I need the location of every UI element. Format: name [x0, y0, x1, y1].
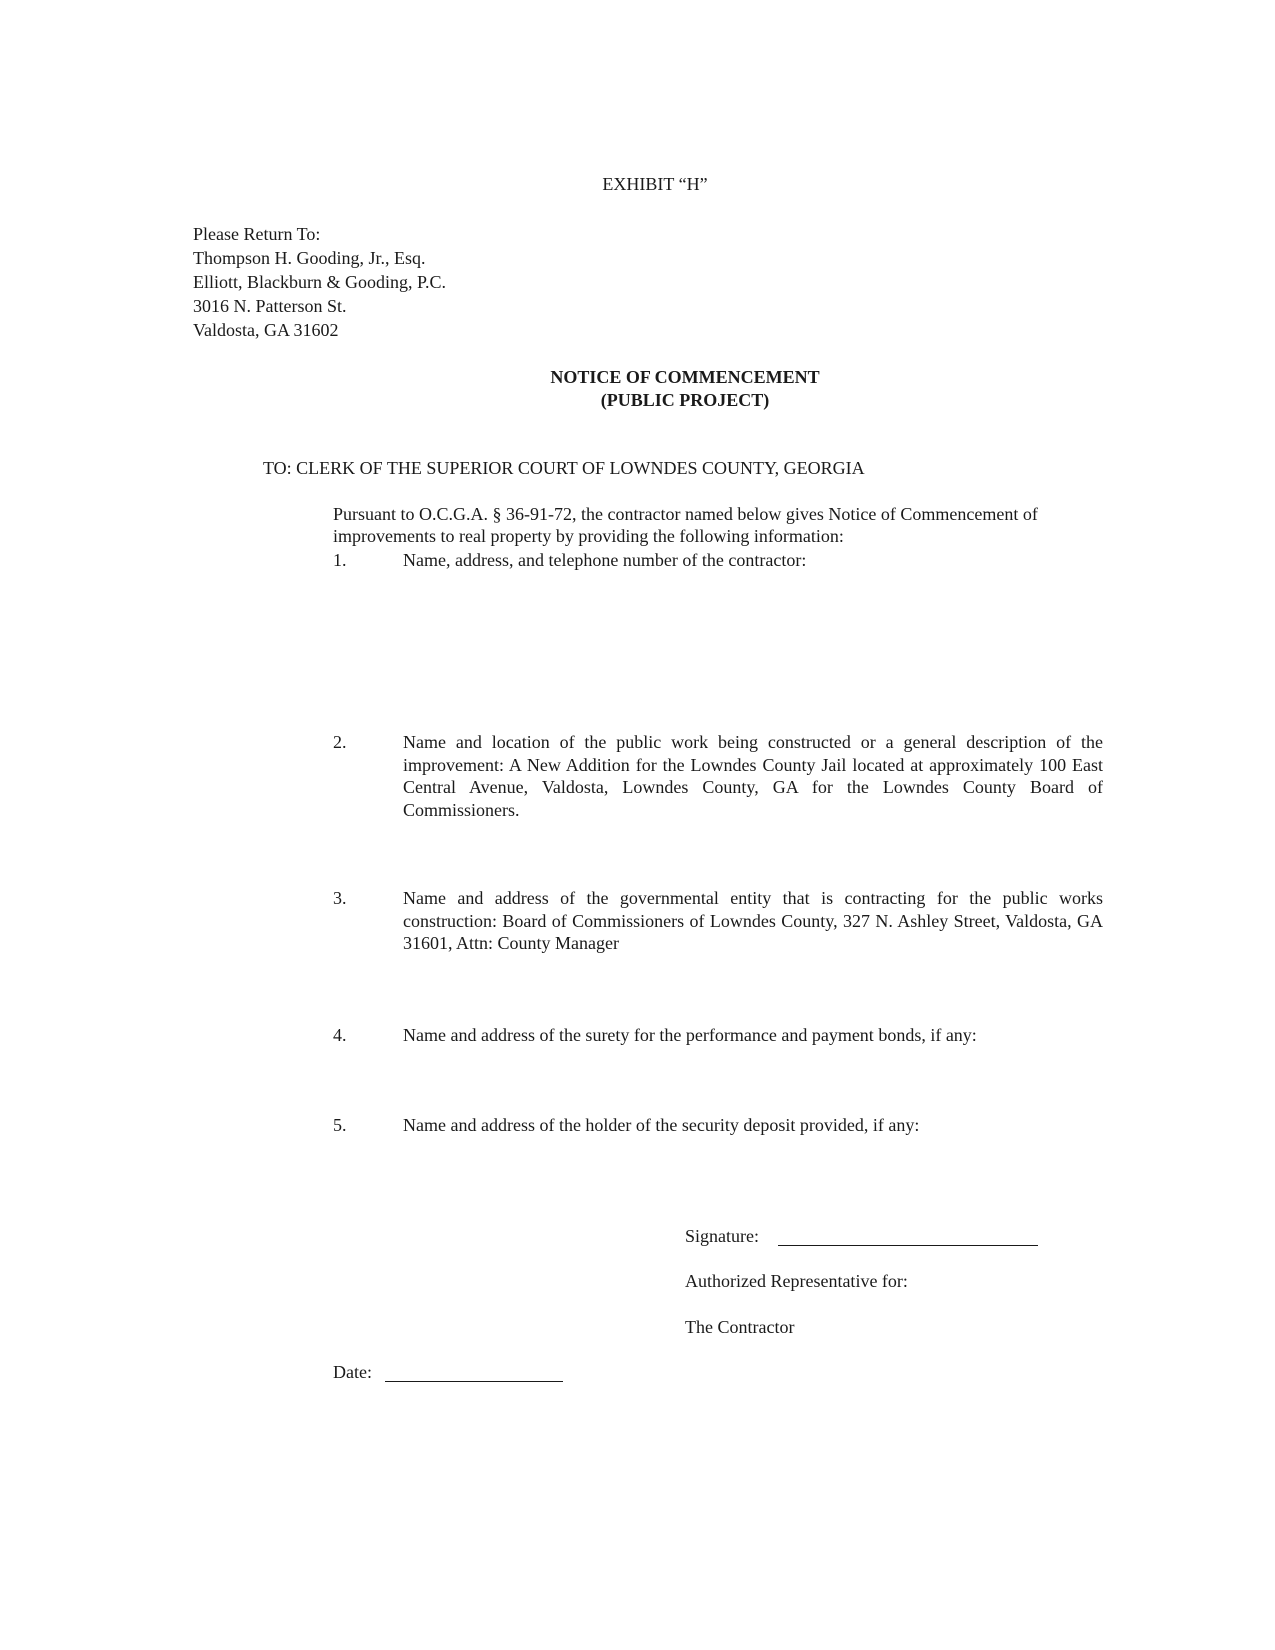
item-number: 5.	[333, 1115, 347, 1135]
contractor-label: The Contractor	[685, 1317, 795, 1337]
return-line: Thompson H. Gooding, Jr., Esq.	[193, 248, 426, 268]
item-text: Name and address of the holder of the security deposit provided, if any:	[403, 1115, 920, 1135]
return-to-label: Please Return To:	[193, 224, 321, 244]
item-number: 3.	[333, 888, 347, 908]
item-number: 4.	[333, 1025, 347, 1045]
item-text: Name and address of the governmental entity that is contracting for the public works construction: Board of Commissioners of Lowndes County, 327 N. Ashley Street, Valdosta, GA 31601, Attn: County Manager	[403, 888, 1103, 953]
item-text: Name and address of the surety for the performance and payment bonds, if any:	[403, 1025, 977, 1045]
item-text: Name, address, and telephone number of the contractor:	[403, 550, 807, 570]
return-line: Elliott, Blackburn & Gooding, P.C.	[193, 272, 447, 292]
list-item	[333, 887, 1103, 955]
list-item	[333, 731, 1103, 821]
intro-text: Pursuant to O.C.G.A. § 36-91-72, the contractor named below gives Notice of Commencement of improvements to real property by providing the following information:	[333, 504, 1038, 546]
intro-paragraph	[263, 503, 1103, 547]
signature-line[interactable]	[778, 1245, 1038, 1246]
item-text: Name and location of the public work being constructed or a general description of the improvement: A New Addition for the Lowndes County Jail located at approximately 100 East Central Avenue, Valdosta, Lowndes County, GA for the Lowndes County Board of Commissioners.	[403, 732, 1103, 820]
addressee-line: TO: CLERK OF THE SUPERIOR COURT OF LOWNDES COUNTY, GEORGIA	[263, 458, 865, 478]
exhibit-label: EXHIBIT “H”	[602, 174, 708, 194]
return-address-block	[193, 222, 446, 342]
document-subtitle: (PUBLIC PROJECT)	[600, 390, 770, 410]
list-item	[333, 1114, 1103, 1137]
item-number: 1.	[333, 550, 347, 570]
list-item	[333, 549, 1103, 572]
return-line: Valdosta, GA 31602	[193, 320, 339, 340]
document-title: NOTICE OF COMMENCEMENT	[550, 367, 820, 387]
date-line[interactable]	[385, 1381, 563, 1382]
item-number: 2.	[333, 732, 347, 752]
signature-label: Signature:	[685, 1226, 759, 1246]
list-item	[333, 1024, 1103, 1047]
authorized-representative-label: Authorized Representative for:	[685, 1271, 908, 1291]
return-line: 3016 N. Patterson St.	[193, 296, 347, 316]
document-heading	[0, 366, 1275, 412]
date-label: Date:	[333, 1362, 372, 1382]
